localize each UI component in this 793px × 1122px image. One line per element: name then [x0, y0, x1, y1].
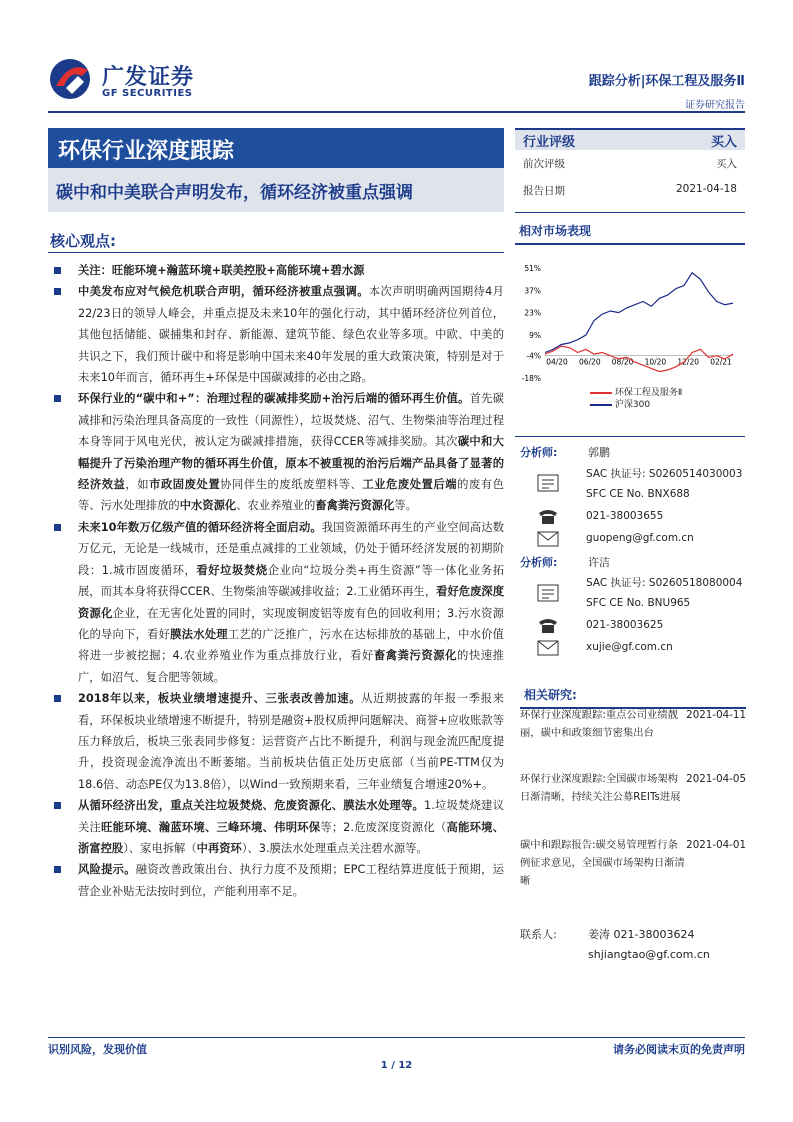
bullet-text: 、农业养殖业的	[236, 499, 316, 513]
legend-swatch-sector	[590, 392, 612, 394]
bullet-bold-text: 高能环境、浙富控股	[78, 820, 504, 855]
related-item-text: 环保行业深度跟踪:重点公司业绩靓丽，碳中和政策细节密集出台	[520, 709, 678, 739]
rating-label: 行业评级	[523, 134, 576, 150]
legend-item-index	[590, 399, 682, 411]
analyst-divider	[515, 436, 745, 437]
market-title: 相对市场表现	[519, 224, 592, 238]
bullet-text: 的废有色等、污水处理排放的	[78, 478, 504, 513]
page-number: 1 / 12	[380, 1060, 413, 1071]
core-bullet	[48, 517, 504, 688]
bullet-square-icon	[54, 288, 61, 295]
report-date-value: 2021-04-18	[675, 183, 737, 195]
analyst-2-phone: 021-38003625	[586, 619, 664, 631]
bullet-text: 1.垃圾焚烧建议关注	[78, 799, 504, 834]
page-subtitle: 碳中和中美联合声明发布，循环经济被重点强调	[56, 183, 413, 203]
bullet-bold-text: 2018年以来，板块业绩增速提升、三张表改善加速。	[78, 692, 362, 706]
x-tick-label: 10/20	[644, 357, 667, 367]
core-bullets	[48, 260, 504, 902]
legend-label-sector: 环保工程及服务Ⅱ	[614, 388, 683, 398]
core-bullet	[48, 688, 504, 795]
bullet-text: ，如	[125, 478, 150, 492]
bullet-bold-text: 中水资源化	[179, 499, 237, 513]
bullet-square-icon	[54, 267, 61, 274]
bullet-text: 的快速推广，如沼气、复合肥等领域。	[78, 649, 504, 684]
bullet-square-icon	[54, 395, 61, 402]
bullet-bold-text: 市政固废处置	[149, 478, 221, 492]
related-title: 相关研究:	[524, 688, 577, 702]
id-card-icon	[537, 474, 559, 492]
prev-rating-label: 前次评级	[523, 158, 565, 170]
rating-value: 买入	[710, 134, 737, 150]
core-divider	[48, 252, 504, 253]
phone-icon	[537, 616, 559, 634]
x-tick-label: 08/20	[611, 357, 634, 367]
bullet-bold-text: 风险提示。	[78, 863, 136, 877]
market-divider	[515, 243, 745, 245]
series-line-0	[545, 346, 733, 372]
rating-header	[515, 128, 745, 150]
footer-slogan: 识别风险，发现价值	[48, 1043, 147, 1056]
report-type: 跟踪分析|环保工程及服务Ⅱ	[588, 74, 745, 89]
y-tick-label: 37%	[524, 286, 541, 296]
footer-disclaimer[interactable]: 请务必阅读末页的免责声明	[613, 1043, 745, 1056]
series-line-1	[545, 273, 733, 353]
page-title: 环保行业深度跟踪	[48, 128, 504, 168]
bullet-bold-text: 中再资环	[196, 841, 242, 855]
market-chart-svg	[515, 258, 745, 388]
gf-logo-icon	[48, 56, 96, 102]
related-item-text: 碳中和跟踪报告:碳交易管理暂行条例征求意见，全国碳市场架构日渐清晰	[520, 839, 685, 887]
logo-subtext: GF SECURITIES	[102, 88, 193, 99]
related-item[interactable]	[520, 836, 746, 890]
legend-label-index: 沪深300	[614, 400, 651, 410]
bullet-bold-text: 旺能环境+瀚蓝环境+联美控股+高能环境+碧水源	[111, 264, 365, 277]
related-item-date: 2021-04-11	[686, 709, 746, 721]
bullet-square-icon	[54, 866, 61, 873]
bullet-text: ）、3.膜法水处理重点关注碧水源等。	[241, 841, 428, 855]
report-sub: 证券研究报告	[685, 100, 745, 111]
analyst-2-email[interactable]: xujie@gf.com.cn	[586, 641, 673, 653]
y-tick-label: 51%	[524, 264, 541, 273]
analyst-1-sfc: SFC CE No. BNX688	[586, 488, 690, 500]
bullet-bold-text: 畜禽粪污资源化	[315, 499, 395, 513]
bullet-bold-text: 从循环经济出发，重点关注垃圾焚烧、危废资源化、膜法水处理等。	[78, 799, 425, 813]
rating-box	[515, 128, 745, 213]
bullet-text: 融资改善政策出台、执行力度不及预期；EPC工程结算进度低于预期，运营企业补贴无法按时到位，产能利用率不足。	[78, 863, 504, 898]
bullet-square-icon	[54, 524, 61, 531]
x-tick-label: 04/20	[546, 357, 568, 367]
bullet-bold-text: 膜法水处理	[170, 627, 228, 641]
bullet-text: 从近期披露的年报一季报来看，环保板块业绩增速不断提升，特别是融资+股权质押问题解决、商誉+应收账款等压力释放后，板块三张表同步修复：运营资产占比不断提升，利润与现金流匹配度提升，投资现金流净流出不断萎缩。当前板块估值正处历史底部（当前PE-TTM仅为18.6倍、动态PE仅为13.8倍），以Wind一致预期来看，三年业绩复合增速20%+。	[78, 692, 504, 791]
core-bullet	[48, 388, 504, 516]
analyst-2-label: 分析师:	[520, 556, 558, 569]
report-date-row	[515, 171, 745, 198]
email-icon	[537, 530, 559, 548]
y-tick-label: -4%	[526, 351, 541, 361]
related-item-date: 2021-04-05	[686, 773, 746, 785]
bullet-bold-text: 看好垃圾焚烧	[196, 563, 268, 577]
bullet-square-icon	[54, 802, 61, 809]
header-divider	[48, 111, 745, 113]
bullet-bold-text: 中美发布应对气候危机联合声明，循环经济被重点强调。	[78, 285, 369, 299]
legend-item-sector	[590, 387, 682, 399]
bullet-text: 协同伴生的废纸废塑料等、	[220, 478, 363, 492]
phone-icon	[537, 507, 559, 525]
analyst-1-name: 郭鹏	[588, 446, 610, 459]
contact-name-phone: 姜涛 021-38003624	[588, 928, 695, 941]
footer-divider	[48, 1037, 745, 1038]
bullet-text: 本次声明明确两国期待4月22/23日的领导人峰会，并重点提及未来10年的强化行动，其中循环经济位列首位，其他包括储能、碳捕集和封存、新能源、建筑节能、绿色农业等多项。中欧、中美的共识之下，我们预计碳中和将是影响中国未来40年发展的重大政策决策，特别是对于未来10年而言，循环再生+环保是中国碳减排的必由之路。	[78, 285, 504, 385]
bullet-text: 企业，在无害化处置的同时，实现废铜废铝等废有色的回收利用；3.污水资源化的导向下，看好	[78, 606, 504, 641]
related-item-date: 2021-04-01	[686, 839, 746, 851]
analyst-1-label: 分析师:	[520, 446, 558, 459]
analyst-2-sac: SAC 执证号: S0260518080004	[586, 577, 743, 589]
bullet-text: 首先碳减排和污染治理具备高度的一致性（同源性），垃圾焚烧、沼气、生物柴油等治理过程本身等同于风电光伏，被认定为碳减排措施，获得CCER等减排奖励。其次	[78, 392, 504, 449]
analyst-1-phone: 021-38003655	[586, 510, 664, 522]
bullet-text: 我国资源循环再生的产业空间高达数万亿元，无论是一线城市，还是重点减排的工业领域，仍处于循环经济发展的初期阶段：1.城市固废循环，	[78, 520, 504, 577]
contact-label: 联系人:	[520, 928, 557, 941]
analyst-2-name: 许洁	[588, 556, 610, 569]
chart-legend	[590, 387, 682, 411]
bullet-text: 等。	[394, 499, 417, 513]
bullet-bold-text: 碳中和大幅提升了污染治理产物的循环再生价值，原本不被重视的治污后端产品具备了显著的经济效益	[78, 435, 504, 492]
related-item-text: 环保行业深度跟踪:全国碳市场架构日渐清晰，持续关注公募REITs进展	[520, 773, 681, 803]
bullet-bold-text: 未来10年数万亿级产值的循环经济将全面启动。	[78, 520, 322, 534]
bullet-bold-text: 畜禽粪污资源化	[373, 649, 458, 663]
analyst-1-sac: SAC 执证号: S0260514030003	[586, 468, 743, 480]
legend-swatch-index	[590, 404, 612, 406]
prev-rating-row	[515, 150, 745, 171]
bullet-text: 企业向“垃圾分类+再生资源”等一体化业务拓展，而其本身将获得CCER、生物柴油等碳减排收益；2.工业循环再生，	[78, 563, 504, 599]
x-tick-label: 12/20	[677, 357, 700, 367]
analyst-2-sfc: SFC CE No. BNU965	[586, 597, 691, 609]
core-bullet	[48, 281, 504, 388]
y-tick-label: 23%	[524, 308, 541, 318]
y-tick-label: 9%	[529, 330, 541, 340]
x-tick-label: 02/21	[710, 357, 732, 367]
core-bullet	[48, 260, 504, 281]
bullet-bold-text: 工业危废处置后端	[362, 478, 458, 492]
bullet-text: 等；2.危废深度资源化（	[320, 820, 447, 834]
related-item[interactable]	[520, 706, 746, 742]
core-bullet	[48, 795, 504, 859]
email-icon	[537, 639, 559, 657]
bullet-text: ）、家电拆解（	[123, 841, 197, 855]
analyst-1-email[interactable]: guopeng@gf.com.cn	[586, 532, 694, 544]
core-bullet	[48, 859, 504, 902]
report-date-label: 报告日期	[523, 185, 565, 197]
bullet-square-icon	[54, 695, 61, 702]
bullet-bold-text: 关注：	[78, 264, 112, 277]
logo-text: 广发证券	[102, 65, 195, 90]
bullet-bold-text: 环保行业的“碳中和+”：治理过程的碳减排奖励+治污后端的循环再生价值。	[78, 392, 470, 406]
prev-rating-value: 买入	[716, 158, 737, 170]
bullet-bold-text: 旺能环境、瀚蓝环境、三峰环境、伟明环保	[101, 820, 321, 834]
bullet-text: 工艺的广泛推广，污水在达标排放的基础上，中水价值将进一步被挖掘；4.农业养殖业作为重点排放行业，看好	[78, 627, 504, 663]
related-item[interactable]	[520, 770, 746, 806]
id-card-icon	[537, 584, 559, 602]
contact-email[interactable]: shjiangtao@gf.com.cn	[588, 948, 710, 961]
market-section	[515, 222, 745, 245]
bullet-bold-text: 看好危废深度资源化	[78, 585, 504, 620]
market-chart	[515, 258, 745, 408]
rating-divider	[515, 212, 745, 213]
core-heading: 核心观点:	[50, 232, 116, 250]
y-tick-label: -18%	[521, 374, 541, 383]
x-tick-label: 06/20	[578, 357, 601, 367]
